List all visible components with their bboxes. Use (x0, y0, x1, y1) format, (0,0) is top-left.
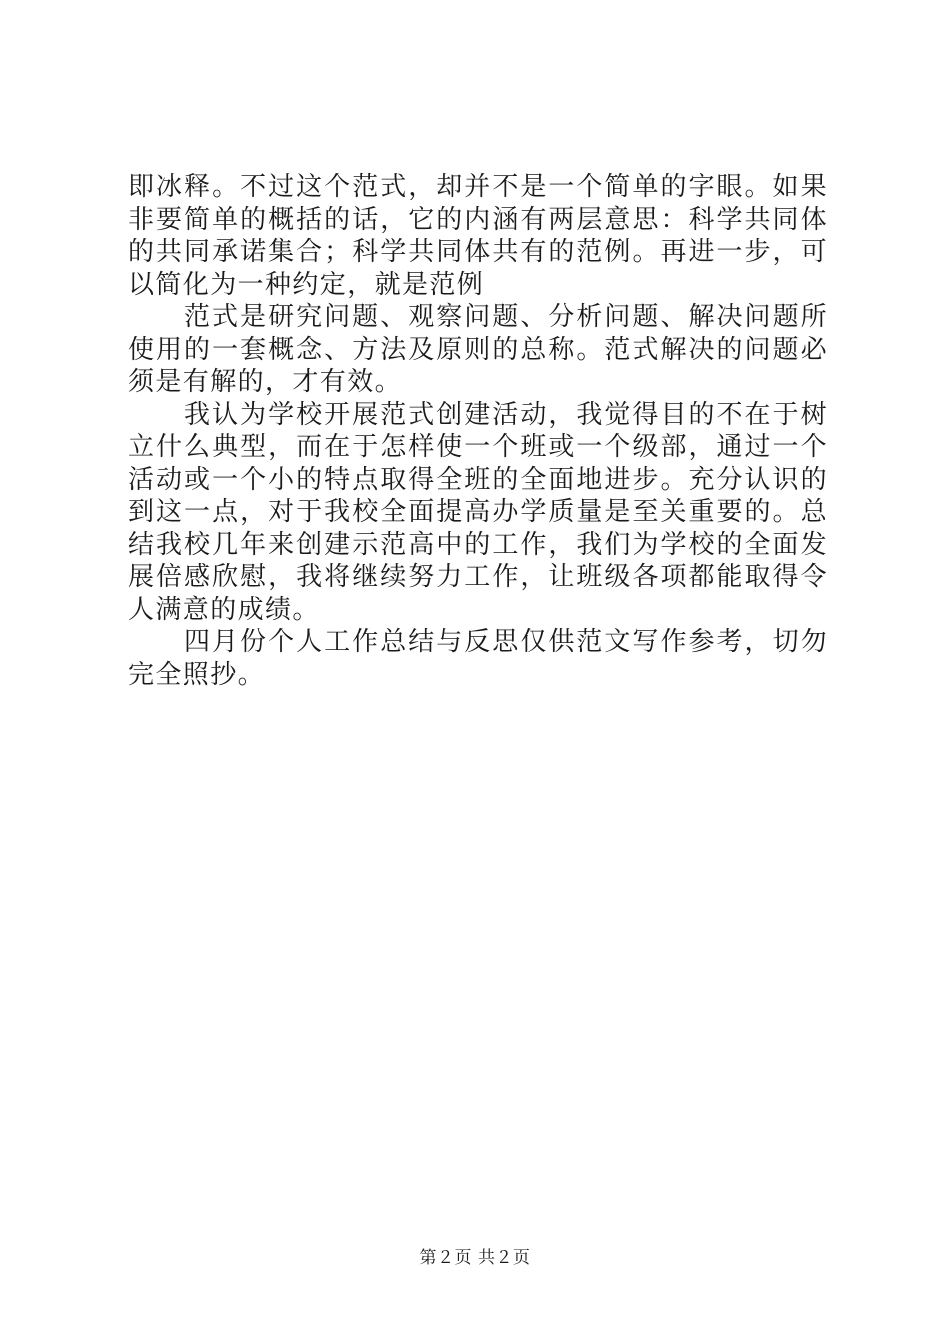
paragraph-3: 我认为学校开展范式创建活动，我觉得目的不在于树立什么典型，而在于怎样使一个班或一个级部，通过一个活动或一个小的特点取得全班的全面地进步。充分认识的到这一点，对于我校全面提高办学质量是至关重要的。总结我校几年来创建示范高中的工作，我们为学校的全面发展倍感欣慰，我将继续努力工作，让班级各项都能取得令人满意的成绩。 (128, 399, 828, 625)
paragraph-1: 即冰释。不过这个范式，却并不是一个简单的字眼。如果非要简单的概括的话，它的内涵有两层意思：科学共同体的共同承诺集合；科学共同体共有的范例。再进一步，可以简化为一种约定，就是范例 (128, 172, 828, 300)
paragraph-4: 四月份个人工作总结与反思仅供范文写作参考，切勿完全照抄。 (128, 627, 828, 690)
page-footer: 第２页 共２页 (419, 1248, 531, 1268)
document-body (128, 171, 828, 691)
paragraph-2: 范式是研究问题、观察问题、分析问题、解决问题所使用的一套概念、方法及原则的总称。范式解决的问题必须是有解的，才有效。 (128, 302, 828, 397)
